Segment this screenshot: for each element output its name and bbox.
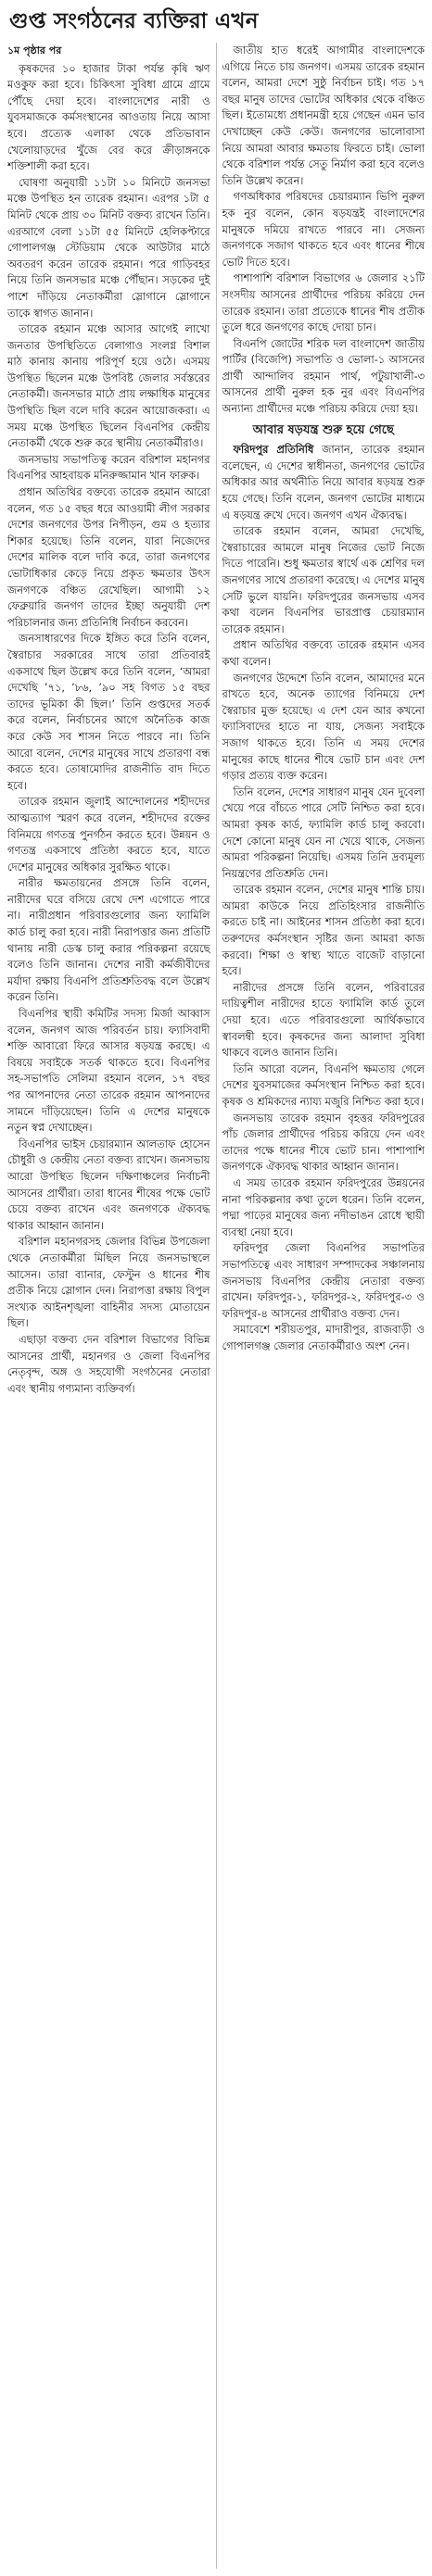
article-paragraph: তারেক রহমান জুলাই আন্দোলনের শহীদদের আত্মত্যাগ স্মরণ করে বলেন, শহীদদের রক্তের বিনিময়ে গণতন্ত্র পুনর্গঠন করতে হবে। উন্নয়ন ও গণতন্ত্র একসাথে প্রতিষ্ঠা করতে হবে, যাতে দেশের মানুষের অধিকার সুরক্ষিত থাকে।: [7, 795, 210, 873]
article-paragraph: গণঅধিকার পরিষদের চেয়ারম্যান ভিপি নুরুল হক নুর বলেন, কোন ষড়যন্ত্রই বাংলাদেশের মানুষকে দমিয়ে রাখতে পারবে না। সেজন্য জনগণকে সজাগ থাকতে হবে এবং ধানের শীষে ভোট দিতে হবে।: [222, 190, 425, 269]
continued-from-label: ১ম পৃষ্ঠার পর: [7, 44, 62, 57]
article-paragraph: প্রধান অতিথির বক্তব্যে তারেক রহমান আরো বলেন, গত ১৫ বছর ধরে আওয়ামী লীগ সরকার দেশের জনগণের উপর নিপীড়ন, গুম ও হত্যার শিকার হয়েছে। তিনি বলেন, যারা নিজেদের দেশের মালিক বলে দাবি করে, তারা জনগণের ভোটাধিকার কেড়ে নিয়ে প্রকৃত ক্ষমতার উৎস জনগণকে বঞ্চিত রেখেছিল। আগামী ১২ ফেব্রুয়ারি জনগণ তাদের ইচ্ছা অনুযায়ী দেশ পরিচালনার জন্য প্রতিনিধি নির্বাচন করবেন।: [7, 485, 210, 629]
dateline: ফরিদপুর প্রতিনিধি: [233, 443, 314, 457]
article-paragraph: বিএনপির ভাইস চেয়ারম্যান আলতাফ হোসেন চৌধুরী ও কেন্দ্রীয় নেতা বক্তব্য রাখেন। জনসভায় আরো উপস্থিত ছিলেন দক্ষিণাঞ্চলের নির্বাচনী আসনের প্রার্থীরা। তারা ধানের শীষের পক্ষে ভোট চেয়ে বক্তব্য রাখেন এবং জনগণকে ঐক্যবদ্ধ থাকার আহ্বান জানান।: [7, 1137, 210, 1232]
right-column-part-2: [222, 442, 426, 1354]
left-column: [7, 43, 217, 2569]
dateline-text: জানান, তারেক রহমান বলেছেন, এ দেশের স্বাধীনতা, জনগণের ভোটের অধিকার আর অর্থনীতি নিয়ে আবার ষড়যন্ত্র শুরু হয়ে গেছে। তিনি বলেন, জনগণ ভোটের মাধ্যমে এ ষড়যন্ত্র রুখে দেবে। জনগণ এখন ঐক্যবদ্ধ।: [222, 443, 425, 521]
article-paragraph: পাশাপাশি বরিশাল বিভাগের ৬ জেলার ২১টি সংসদীয় আসনের প্রার্থীদের পরিচয় করিয়ে দেন তারেক রহমান। তারা প্রত্যেকে ধানের শীষ প্রতীক তুলে ধরে জনগণের কাছে দোয়া চান।: [222, 271, 425, 334]
article-paragraph: বিএনপির স্থায়ী কমিটির সদস্য মির্জা আব্বাস বলেন, জনগণ আজ পরিবর্তন চায়। ফ্যাসিবাদী শক্তি আবারো ফিরে আসার ষড়যন্ত্র করছে। এ বিষয়ে সবাইকে সতর্ক থাকতে হবে। বিএনপির সহ-সভাপতি সেলিমা রহমান বলেন, ১৭ বছর পর আপনাদের নেতা তারেক রহমান আপনাদের সামনে দাঁড়িয়েছেন। তিনি এ দেশের মানুষকে নতুন স্বপ্ন দেখাচ্ছেন।: [7, 1007, 210, 1135]
article-paragraph: এ সময় তারেক রহমান ফরিদপুরের উন্নয়নের নানা পরিকল্পনার কথা তুলে ধরেন। তিনি বলেন, পদ্মা পাড়ের মানুষের জন্য নদীভাঙন রোধে স্থায়ী ব্যবস্থা নেয়া হবে।: [222, 1175, 425, 1238]
article-paragraph: সমাবেশে শরীয়তপুর, মাদারীপুর, রাজবাড়ী ও গোপালগঞ্জ জেলার নেতাকর্মীরাও অংশ নেন।: [222, 1323, 425, 1352]
article-paragraph: জনসাধারণের দিকে ইঙ্গিত করে তিনি বলেন, স্বৈরাচার সরকারের সাথে তারা প্রতিবারই একসাথে ছিল উল্লেখ করে তিনি বলেন, ‘আমরা দেখেছি ’৭১, ’৮৬, ’৯০ সহ বিগত ১৫ বছর তাদের ভূমিকা কী ছিল।’ তিনি গুপ্তদের সতর্ক করে বলেন, নির্বাচনের আগে অনৈতিক কাজ করে কেউ সব শাসন নিতে পারবে না। তিনি আরো বলেন, দেশের মানুষের সাথে প্রতারণা বন্ধ করতে হবে। তোষামোদির রাজনীতি বাদ দিতে হবে।: [7, 632, 210, 792]
article-paragraph: জাতীয় হাত ধরেই আগামীর বাংলাদেশকে এগিয়ে নিতে চায় জনগণ। এসময় তারেক রহমান বলেন, আমরা দেশে সুষ্ঠু নির্বাচন চাই। গত ১৭ বছর মানুষ তাদের ভোটের অধিকার থেকে বঞ্চিত ছিল। ইতোমধ্যে প্রধানমন্ত্রী হয়ে গেছেন এমন ভাব দেখাচ্ছেন কেউ কেউ। জনগণের ভালোবাসা নিয়ে আমরা আবার ক্ষমতায় ফিরতে চাই। ভোলা থেকে বরিশাল পর্যন্ত সেতু নির্মাণ করা হবে বলেও তিনি উল্লেখ করেন।: [222, 44, 425, 187]
article-paragraph: ফরিদপুর জেলা বিএনপির সভাপতির সভাপতিত্বে এবং সাধারণ সম্পাদকের সঞ্চালনায় জনসভায় বিএনপির কেন্দ্রীয় নেতারা বক্তব্য রাখেন। ফরিদপুর-১, ফরিদপুর-২, ফরিদপুর-৩ ও ফরিদপুর-৪ আসনের প্রার্থীরাও বক্তব্য দেন।: [222, 1241, 425, 1320]
article-paragraph: নারীদের প্রসঙ্গে তিনি বলেন, পরিবারের দায়িত্বশীল নারীদের হাতে ফ্যামিলি কার্ড তুলে দেয়া হবে। এতে পরিবারগুলো আর্থিকভাবে স্বাবলম্বী হবে। কৃষকদের জন্য আলাদা সুবিধা থাকবে বলেও জানান তিনি।: [222, 980, 425, 1060]
article-paragraph: ঘোষণা অনুযায়ী ১১টা ১০ মিনিটে জনসভা মঞ্চে উপস্থিত হন তারেক রহমান। এরপর ১টা ৫ মিনিট থেকে প্রায় ৩০ মিনিট বক্তব্য রাখেন তিনি। এরআগে বেলা ১১টা ৫৫ মিনিটে হেলিকপ্টারে গোপালগঞ্জ স্টেডিয়াম থেকে আউটার মাঠে অবতরণ করেন তারেক রহমান। পরে গাড়িবহর নিয়ে তিনি জনসভার মঞ্চে পৌঁছান। সড়কের দুই পাশে দাঁড়িয়ে নেতাকর্মীরা স্লোগানে স্লোগানে তাকে স্বাগত জানান।: [7, 175, 210, 320]
article-paragraph: কৃষকদের ১০ হাজার টাকা পর্যন্ত কৃষি ঋণ মওকুফ করা হবে। চিকিৎসা সুবিধা গ্রামে গ্রামে পৌঁছে দেয়া হবে। বাংলাদেশের নারী ও যুবসমাজকে কর্মসংস্থানের আওতায় নিয়ে আসা হবে। প্রত্যেক এলাকা থেকে প্রতিভাবান খেলোয়াড়দের খুঁজে বের করে ক্রীড়াঙ্গনকে শক্তিশালী করা হবে।: [7, 61, 210, 173]
article-paragraph: তারেক রহমান বলেন, দেশের মানুষ শান্তি চায়। আমরা কাউকে নিয়ে প্রতিহিংসার রাজনীতি করতে চাই না। আইনের শাসন প্রতিষ্ঠা করা হবে। তরুণদের কর্মসংস্থান সৃষ্টির জন্য আমরা কাজ করবো। শিক্ষা ও স্বাস্থ্য খাতে বাজেট বাড়ানো হবে।: [222, 883, 425, 978]
article-paragraph: প্রধান অতিথির বক্তব্যে তারেক রহমান এসব কথা বলেন।: [222, 638, 425, 668]
article-columns: [7, 43, 425, 2569]
article-paragraph: তিনি আরো বলেন, বিএনপি ক্ষমতায় গেলে দেশের যুবসমাজের কর্মসংস্থান নিশ্চিত করা হবে। কৃষক ও শ্রমিকদের ন্যায্য মজুরি নিশ্চিত করা হবে।: [222, 1062, 425, 1108]
article-paragraph: জনসভায় সভাপতিত্ব করেন বরিশাল মহানগর বিএনপির আহবায়ক মনিরুজ্জামান খান ফারুক।: [7, 452, 210, 483]
article-paragraph: বরিশাল মহানগরসহ জেলার বিভিন্ন উপজেলা থেকে নেতাকর্মীরা মিছিল নিয়ে জনসভাস্থলে আসেন। তারা ব্যানার, ফেস্টুন ও ধানের শীষ প্রতীক নিয়ে স্লোগান দেন। নিরাপত্তা রক্ষায় বিপুল সংখ্যক আইনশৃঙ্খলা বাহিনীর সদস্য মোতায়েন ছিল।: [7, 1235, 210, 1330]
right-column-part-1: [222, 43, 426, 418]
article-paragraph: নারীর ক্ষমতায়নের প্রসঙ্গে তিনি বলেন, নারীদের ঘরে বসিয়ে রেখে দেশ এগোতে পারে না। নারীপ্রধান পরিবারগুলোর জন্য ফ্যামিলি কার্ড চালু করা হবে। নারী নিরাপত্তার জন্য প্রতিটি থানায় নারী ডেস্ক চালু করার পরিকল্পনা রয়েছে বলেও তিনি জানান। দেশের নারী কর্মজীবীদের মর্যাদা রক্ষায় বিএনপি প্রতিশ্রুতিবদ্ধ বলে উল্লেখ করেন তিনি।: [7, 876, 210, 1004]
article-paragraph: তারেক রহমান মঞ্চে আসার আগেই লাখো জনতার উপস্থিতিতে বেলাগাও সংলগ্ন বিশাল মাঠ কানায় কানায় পরিপূর্ণ হয়ে ওঠে। এসময় উপস্থিত ছিলেন মঞ্চে উপবিষ্ট জেলার সর্বস্তরের নেতাকর্মী। জনসভার মাঠে প্রায় লক্ষাধিক মানুষের উপস্থিতি ছিল বলে দাবি করেন আয়োজকরা। এ সময় মঞ্চে উপস্থিত ছিলেন বিএনপির কেন্দ্রীয় নেতাকর্মী থেকে শুরু করে স্থানীয় নেতাকর্মীরাও।: [7, 322, 210, 450]
article-paragraph: বিএনপি জোটের শরিক দল বাংলাদেশ জাতীয় পার্টির (বিজেপি) সভাপতি ও ভোলা-১ আসনের প্রার্থী আন্দালিব রহমান পার্থ, পটুয়াখালী-৩ আসনের প্রার্থী নুরুল হক নুর এবং বিএনপির অন্যান্য প্রার্থীদের মঞ্চে পরিচয় করিয়ে দেয়া হয়।: [222, 336, 425, 416]
article-paragraph: জনগণের উদ্দেশে তিনি বলেন, আমাদের মনে রাখতে হবে, অনেক ত্যাগের বিনিময়ে দেশ স্বৈরাচার মুক্ত হয়েছে। এ দেশ যেন আর কখনো ফ্যাসিবাদের হাতে না যায়, সেজন্য সবাইকে সজাগ থাকতে হবে। তিনি এ সময় দেশের মানুষের কাছে ধানের শীষে ভোট চান এবং দেশ গড়ার প্রত্যয় ব্যক্ত করেন।: [222, 671, 425, 783]
article-paragraph: জনসভায় তারেক রহমান বৃহত্তর ফরিদপুরের পাঁচ জেলার প্রার্থীদের পরিচয় করিয়ে দেন এবং তাদের পক্ষে ধানের শীষে ভোট চান। পাশাপাশি জনগণকে ঐক্যবদ্ধ থাকার আহ্বান জানান।: [222, 1111, 425, 1174]
headline: গুপ্ত সংগঠনের ব্যক্তিরা এখন: [9, 8, 259, 33]
article-paragraph: [222, 442, 426, 523]
section-subhead: আবার ষড়যন্ত্র শুরু হয়ে গেছে: [252, 422, 394, 437]
right-column: [217, 43, 426, 2569]
article-paragraph: তারেক রহমান বলেন, আমরা দেখেছি, স্বৈরাচারের আমলে মানুষ নিজের ভোট নিজে দিতে পারেনি। শুধু ক্ষমতার স্বার্থে এক শ্রেণির দল জনগণের সাথে প্রতারণা করেছে। এ দেশের মানুষ সেটি ভুলে যায়নি। ফরিদপুরের জনসভায় এসব কথা বলেন বিএনপির ভারপ্রাপ্ত চেয়ারম্যান তারেক রহমান।: [222, 524, 425, 635]
article-paragraph: এছাড়া বক্তব্য দেন বরিশাল বিভাগের বিভিন্ন আসনের প্রার্থী, মহানগর ও জেলা বিএনপির নেতৃবৃন্দ, অঙ্গ ও সহযোগী সংগঠনের নেতারা এবং স্থানীয় গণ্যমান্য ব্যক্তিবর্গ।: [7, 1332, 210, 1395]
article-paragraph: তিনি বলেন, দেশের সাধারণ মানুষ যেন দুবেলা খেয়ে পরে বাঁচতে পারে সেটি নিশ্চিত করা হবে। আমরা কৃষক কার্ড, ফ্যামিলি কার্ড চালু করবো। দেশে কোনো মানুষ যেন না খেয়ে থাকে, সেজন্য আমরা পরিকল্পনা নিয়েছি। এসময় তিনি দ্রব্যমূল্য নিয়ন্ত্রণের প্রতিশ্রুতি দেন।: [222, 785, 425, 880]
